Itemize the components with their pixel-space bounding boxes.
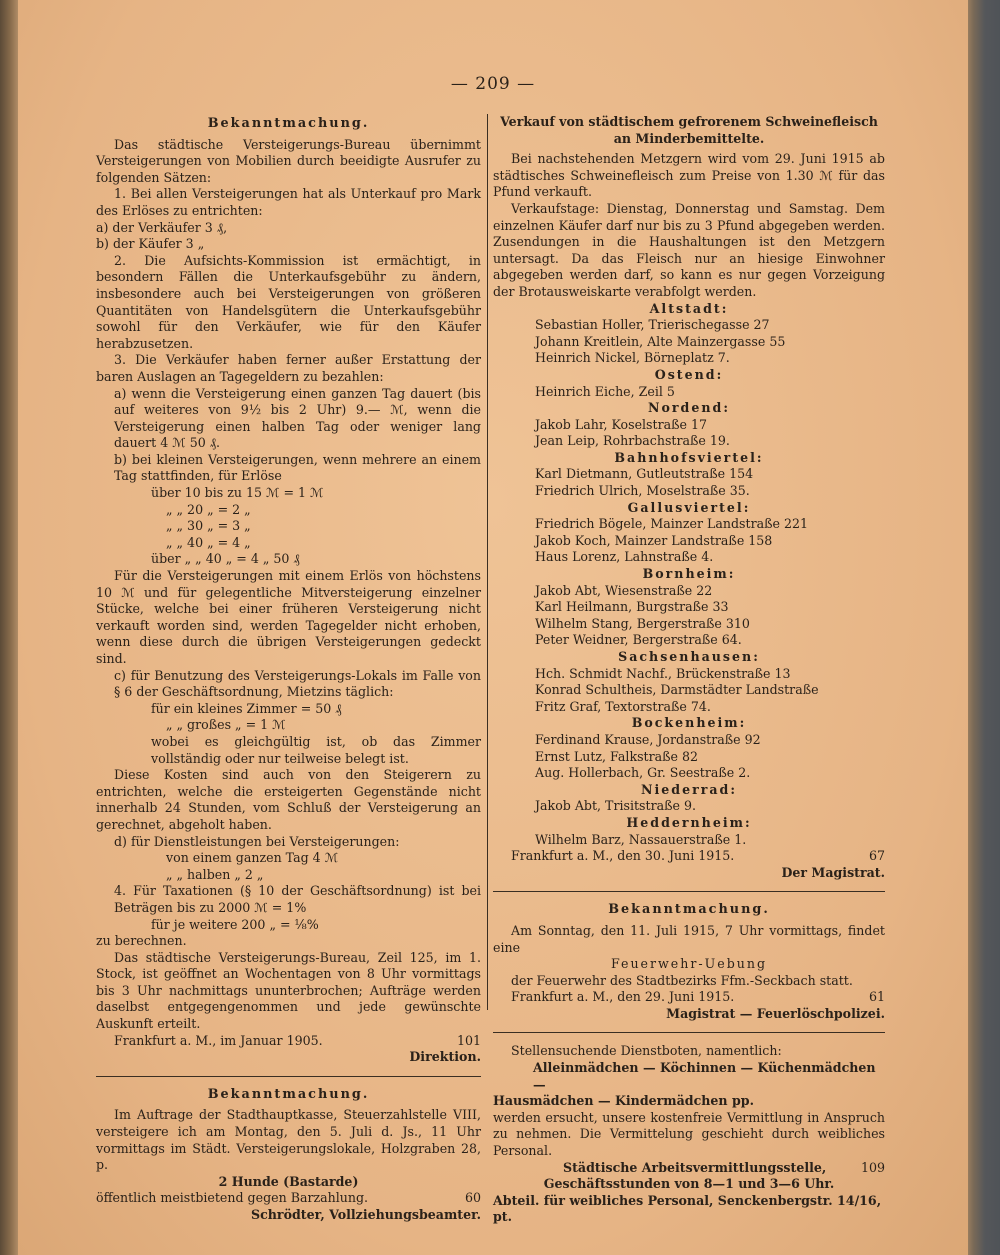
paragraph: 3. Die Verkäufer haben ferner außer Erstattung der baren Auslagen an Tagegeldern zu bezahlen:	[96, 352, 481, 384]
paragraph: Diese Kosten sind auch von den Steigerern zu entrichten, welche die ersteigerten Gegenstände nicht innerhalb 24 Stunden, vom Schluß der Versteigerung an gerechnet, abgeholt haben.	[96, 767, 481, 832]
paragraph: b) bei kleinen Versteigerungen, wenn mehrere an einem Tag stattfinden, für Erlöse	[114, 451, 481, 484]
district-heading: Ostend:	[654, 366, 724, 382]
paragraph: werden ersucht, unsere kostenfreie Vermittlung in Anspruch zu nehmen. Die Vermittelung geschieht durch weibliches Personal.	[493, 1109, 885, 1159]
scale-line: „ „ 20 „ = 2 „	[166, 501, 251, 517]
place-date-row	[96, 1033, 481, 1050]
paragraph: wobei es gleichgültig ist, ob das Zimmer vollständig oder nur teilweise belegt ist.	[151, 733, 481, 766]
scale-line: über 10 bis zu 15 ℳ = 1 ℳ	[151, 485, 324, 501]
signature: Der Magistrat.	[781, 864, 885, 880]
scale-line: über „ „ 40 „ = 4 „ 50 ₰	[151, 551, 300, 567]
scale-line: „ „ 40 „ = 4 „	[166, 534, 251, 550]
notice-heading: Bekanntmachung.	[207, 116, 370, 131]
shop-entry: Jakob Lahr, Koselstraße 17	[535, 416, 708, 432]
district-heading: Niederrad:	[640, 781, 737, 797]
signature: Magistrat — Feuerlöschpolizei.	[666, 1005, 885, 1021]
shop-entry: Hch. Schmidt Nachf., Brückenstraße 13	[535, 665, 791, 681]
paragraph: Bei nachstehenden Metzgern wird vom 29. Juni 1915 ab städtisches Schweinefleisch zum Preise von 1.30 ℳ für das Pfund verkauft.	[493, 151, 885, 200]
left-column	[96, 114, 481, 1224]
paragraph: c) für Benutzung des Versteigerungs-Lokals im Falle von § 6 der Geschäftsordnung, Mietzins täglich:	[114, 667, 481, 700]
shop-entry: Ferdinand Krause, Jordanstraße 92	[535, 731, 761, 747]
paragraph: für je weitere 200 „ = ⅛%	[151, 916, 319, 932]
shop-entry: Ernst Lutz, Falkstraße 82	[535, 748, 699, 764]
column-divider	[487, 114, 488, 1010]
district-heading: Bockenheim:	[631, 715, 747, 731]
paragraph: 1. Bei allen Versteigerungen hat als Unterkauf pro Mark des Erlöses zu entrichten:	[96, 186, 481, 218]
place-date-row	[493, 848, 885, 865]
paragraph: Das städtische Versteigerungs-Bureau übernimmt Versteigerungen von Mobilien durch beeidigte Ausrufer zu folgenden Sätzen:	[96, 136, 481, 185]
paragraph: von einem ganzen Tag 4 ℳ	[166, 850, 339, 866]
district-heading: Gallusviertel:	[627, 499, 751, 515]
paragraph: d) für Dienstleistungen bei Versteigerungen:	[114, 833, 400, 849]
shop-entry: Peter Weidner, Bergerstraße 64.	[535, 632, 742, 648]
office-hours: Geschäftsstunden von 8—1 und 3—6 Uhr.	[543, 1176, 835, 1192]
paragraph: a) der Verkäufer 3 ₰,	[96, 219, 228, 235]
district-heading: Nordend:	[648, 400, 730, 416]
book-binding	[0, 0, 18, 1255]
office-address: Abteil. für weibliches Personal, Senckenbergstr. 14/16, pt.	[493, 1192, 882, 1225]
shop-entry: Haus Lorenz, Lahnstraße 4.	[535, 549, 714, 565]
shop-entry: Heinrich Nickel, Börneplatz 7.	[535, 350, 730, 366]
notice-number: 101	[456, 1032, 481, 1048]
place-date-row	[96, 1190, 481, 1207]
paragraph: Im Auftrage der Stadthauptkasse, Steuerzahlstelle VIII, versteigere ich am Montag, den 5. Juli d. Js., 11 Uhr vormittags im Städt. Versteigerungslokale, Holzgraben 28, p.	[96, 1107, 481, 1173]
shop-entry: Heinrich Eiche, Zeil 5	[535, 383, 675, 399]
paragraph: zu berechnen.	[96, 933, 187, 949]
district-heading: Bornheim:	[642, 566, 736, 582]
shop-entry: Sebastian Holler, Trierischegasse 27	[535, 317, 770, 333]
job-list: Alleinmädchen — Köchinnen — Küchenmädchen —	[533, 1060, 876, 1092]
notice-heading: Verkauf von städtischem gefrorenem Schweinefleisch	[500, 114, 878, 129]
office-name: Städtische Arbeitsvermittlungsstelle,	[563, 1159, 827, 1175]
notice-number: 67	[868, 848, 885, 864]
shop-entry: Jakob Koch, Mainzer Landstraße 158	[535, 532, 773, 548]
shop-entry: Jakob Abt, Trisitstraße 9.	[535, 798, 696, 814]
shop-entry: Karl Dietmann, Gutleutstraße 154	[535, 466, 754, 482]
paragraph: Das städtische Versteigerungs-Bureau, Zeil 125, im 1. Stock, ist geöffnet an Wochentagen von 8 Uhr vormittags bis 3 Uhr nachmittags ununterbrochen; Aufträge werden daselbst entgegengenommen und jede gewünschte Auskunft erteilt.	[96, 949, 481, 1032]
paragraph: für ein kleines Zimmer = 50 ₰	[151, 700, 342, 716]
shop-entry: Johann Kreitlein, Alte Mainzergasse 55	[535, 333, 786, 349]
shop-entry: Jean Leip, Rohrbachstraße 19.	[535, 433, 730, 449]
signature: Schrödter, Vollziehungsbeamter.	[251, 1207, 481, 1222]
notice-number: 61	[868, 989, 885, 1005]
paragraph: a) wenn die Versteigerung einen ganzen Tag dauert (bis auf weiteres von 9½ bis 2 Uhr) 9.— ℳ, wenn die Versteigerung einen halben Tag oder weniger lang dauert 4 ℳ 50 ₰.	[114, 385, 481, 451]
paragraph: b) der Käufer 3 „	[96, 236, 205, 252]
shop-entry: Aug. Hollerbach, Gr. Seestraße 2.	[535, 765, 751, 781]
shop-entry: Konrad Schultheis, Darmstädter Landstraße	[535, 682, 819, 698]
paragraph: 4. Für Taxationen (§ 10 der Geschäftsordnung) ist bei Beträgen bis zu 2000 ℳ = 1%	[114, 883, 481, 915]
notice-heading: an Minderbemittelte.	[613, 130, 765, 146]
section-divider	[96, 1076, 481, 1077]
notice-number: 60	[464, 1190, 481, 1206]
scale-line: „ „ 30 „ = 3 „	[166, 518, 251, 534]
place-date: Frankfurt a. M., den 30. Juni 1915.	[511, 848, 735, 864]
right-column	[493, 114, 885, 1226]
paragraph: 2. Die Aufsichts-Kommission ist ermächtigt, in besondern Fällen die Unterkaufsgebühr zu ändern, insbesondere auch bei Versteigerungen von größeren Quantitäten von Handelsgütern die Unterkaufsgebühr sowohl für den Verkäufer, wie für den Käufer herabzusetzen.	[96, 252, 481, 351]
page	[18, 0, 968, 1255]
shop-entry: Friedrich Bögele, Mainzer Landstraße 221	[535, 516, 809, 532]
paragraph: Stellensuchende Dienstboten, namentlich:	[511, 1043, 782, 1059]
event-title: Feuerwehr-Uebung	[610, 956, 768, 972]
shop-entry: Fritz Graf, Textorstraße 74.	[535, 698, 711, 714]
shop-entry: Friedrich Ulrich, Moselstraße 35.	[535, 483, 750, 499]
shop-entry: Wilhelm Barz, Nassauerstraße 1.	[535, 831, 747, 847]
notice-number: 109	[860, 1159, 885, 1175]
paragraph: „ „ großes „ = 1 ℳ	[166, 717, 286, 733]
paragraph: Verkaufstage: Dienstag, Donnerstag und Samstag. Dem einzelnen Käufer darf nur bis zu 3 Pfund abgegeben werden. Zusendungen in die Haushaltungen ist den Metzgern untersagt. Da das Fleisch nur an hiesige Einwohner abgegeben werden darf, so kann es nur gegen Vorzeigung der Brotausweiskarte verabfolgt werden.	[493, 200, 885, 299]
place-date-row	[493, 989, 885, 1006]
job-list: Hausmädchen — Kindermädchen pp.	[493, 1093, 754, 1109]
place-date: Frankfurt a. M., im Januar 1905.	[114, 1032, 323, 1048]
page-number: — 209 —	[450, 74, 536, 94]
paragraph: Am Sonntag, den 11. Juli 1915, 7 Uhr vormittags, findet eine	[493, 922, 885, 955]
signature: Direktion.	[409, 1049, 481, 1065]
paragraph: öffentlich meistbietend gegen Barzahlung.	[96, 1190, 369, 1206]
place-date: Frankfurt a. M., den 29. Juni 1915.	[511, 989, 735, 1005]
section-divider	[493, 1032, 885, 1033]
notice-heading: Bekanntmachung.	[207, 1086, 370, 1102]
shop-entry: Jakob Abt, Wiesenstraße 22	[535, 582, 713, 598]
shop-entry: Wilhelm Stang, Bergerstraße 310	[535, 615, 750, 631]
paragraph: 2 Hunde (Bastarde)	[218, 1173, 359, 1189]
paragraph: Für die Versteigerungen mit einem Erlös von höchstens 10 ℳ und für gelegentliche Mitversteigerung einzelner Stücke, welche bei einer früheren Versteigerung nicht verkauft worden sind, werden Tagegelder nicht erhoben, wenn diese durch die übrigen Versteigerungen gedeckt sind.	[96, 568, 481, 666]
paragraph: der Feuerwehr des Stadtbezirks Ffm.-Seckbach statt.	[511, 972, 853, 988]
district-heading: Sachsenhausen:	[618, 649, 760, 664]
notice-heading: Bekanntmachung.	[608, 902, 770, 918]
district-heading: Heddernheim:	[626, 814, 752, 830]
section-divider	[493, 891, 885, 892]
district-heading: Bahnhofsviertel:	[614, 449, 764, 465]
district-heading: Altstadt:	[649, 300, 729, 316]
place-date-row	[493, 1160, 885, 1177]
paragraph: „ „ halben „ 2 „	[166, 866, 264, 882]
shop-entry: Karl Heilmann, Burgstraße 33	[535, 599, 729, 615]
